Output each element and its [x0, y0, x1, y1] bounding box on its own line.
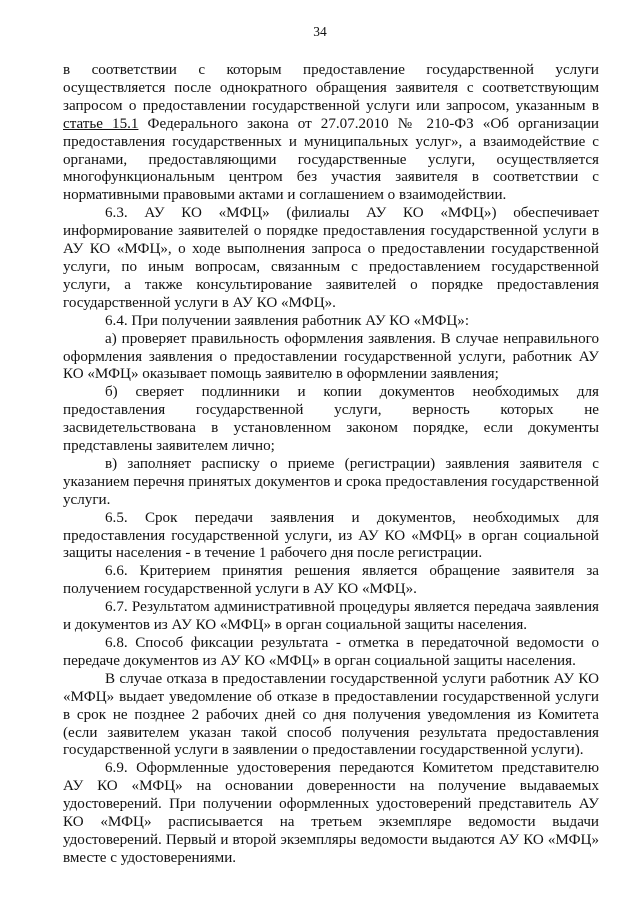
- paragraph-refusal: В случае отказа в предоставлении государственной услуги работник АУ КО «МФЦ» выдает уведомление об отказе в предоставлении государственной услуги в срок не позднее 2 рабочих дней со дня получения уведомления из Комитета (если заявителем указан такой способ получения результата предоставления государственной услуги в заявлении о предоставлении государственной услуги).: [63, 670, 599, 759]
- paragraph-continuation: [63, 62, 599, 205]
- paragraph-text-end: Федерального закона от 27.07.2010 № 210-ФЗ «Об организации предоставления государственных и муниципальных услуг», а взаимодействие с органами, предоставляющими государственные услуги, осуществляется многофункциональным центром без участия заявителя в соответствии с нормативными правовыми актами и соглашением о взаимодействии.: [63, 115, 600, 204]
- paragraph-6-9: 6.9. Оформленные удостоверения передаются Комитетом представителю АУ КО «МФЦ» на основании доверенности на получение выдаваемых удостоверений. При получении оформленных удостоверений представитель АУ КО «МФЦ» расписывается на третьем экземпляре ведомости выдачи удостоверений. Первый и второй экземпляры ведомости выдаются АУ КО «МФЦ» вместе с удостоверениями.: [63, 760, 599, 866]
- paragraph-6-4-v: в) заполняет расписку о приеме (регистрации) заявления заявителя с указанием перечня принятых документов и срока предоставления государственной услуги.: [63, 455, 599, 508]
- document-body: [63, 62, 599, 868]
- paragraph-6-4-b: б) сверяет подлинники и копии документов необходимых для предоставления государственной услуги, верность которых не засвидетельствована в установленном законом порядке, если документы представлены заявителем лично;: [63, 384, 599, 455]
- paragraph-6-7: 6.7. Результатом административной процедуры является передача заявления и документов из АУ КО «МФЦ» в орган социальной защиты населения.: [63, 599, 599, 634]
- paragraph-6-5: 6.5. Срок передачи заявления и документов, необходимых для предоставления государственной услуги, из АУ КО «МФЦ» в орган социальной защиты населения - в течение 1 рабочего дня после регистрации.: [63, 509, 599, 562]
- page-number: 34: [313, 24, 327, 39]
- paragraph-6-6: 6.6. Критерием принятия решения является обращение заявителя за получением государственной услуги в АУ КО «МФЦ».: [63, 563, 599, 598]
- law-article-link[interactable]: статье 15.1: [63, 115, 139, 132]
- paragraph-6-8: 6.8. Способ фиксации результата - отметка в передаточной ведомости о передаче документов из АУ КО «МФЦ» в орган социальной защиты населения.: [63, 635, 599, 669]
- paragraph-6-3: 6.3. АУ КО «МФЦ» (филиалы АУ КО «МФЦ») обеспечивает информирование заявителей о порядке предоставления государственной услуги в АУ КО «МФЦ», о ходе выполнения запроса о предоставлении государственной услуги, по иным вопросам, связанным с предоставлением государственной услуги, а также консультирование заявителей о порядке предоставления государственной услуги в АУ КО «МФЦ».: [63, 205, 599, 311]
- paragraph-6-4: 6.4. При получении заявления работник АУ КО «МФЦ»:: [105, 312, 470, 329]
- paragraph-6-4-a: а) проверяет правильность оформления заявления. В случае неправильного оформления заявления о предоставлении государственной услуги, работник АУ КО «МФЦ» оказывает помощь заявителю в оформлении заявления;: [63, 330, 599, 383]
- paragraph-text-start: в соответствии с которым предоставление государственной услуги осуществляется после однократного обращения заявителя с соответствующим запросом о предоставлении государственной услуги или запросом, указанным в: [63, 62, 599, 114]
